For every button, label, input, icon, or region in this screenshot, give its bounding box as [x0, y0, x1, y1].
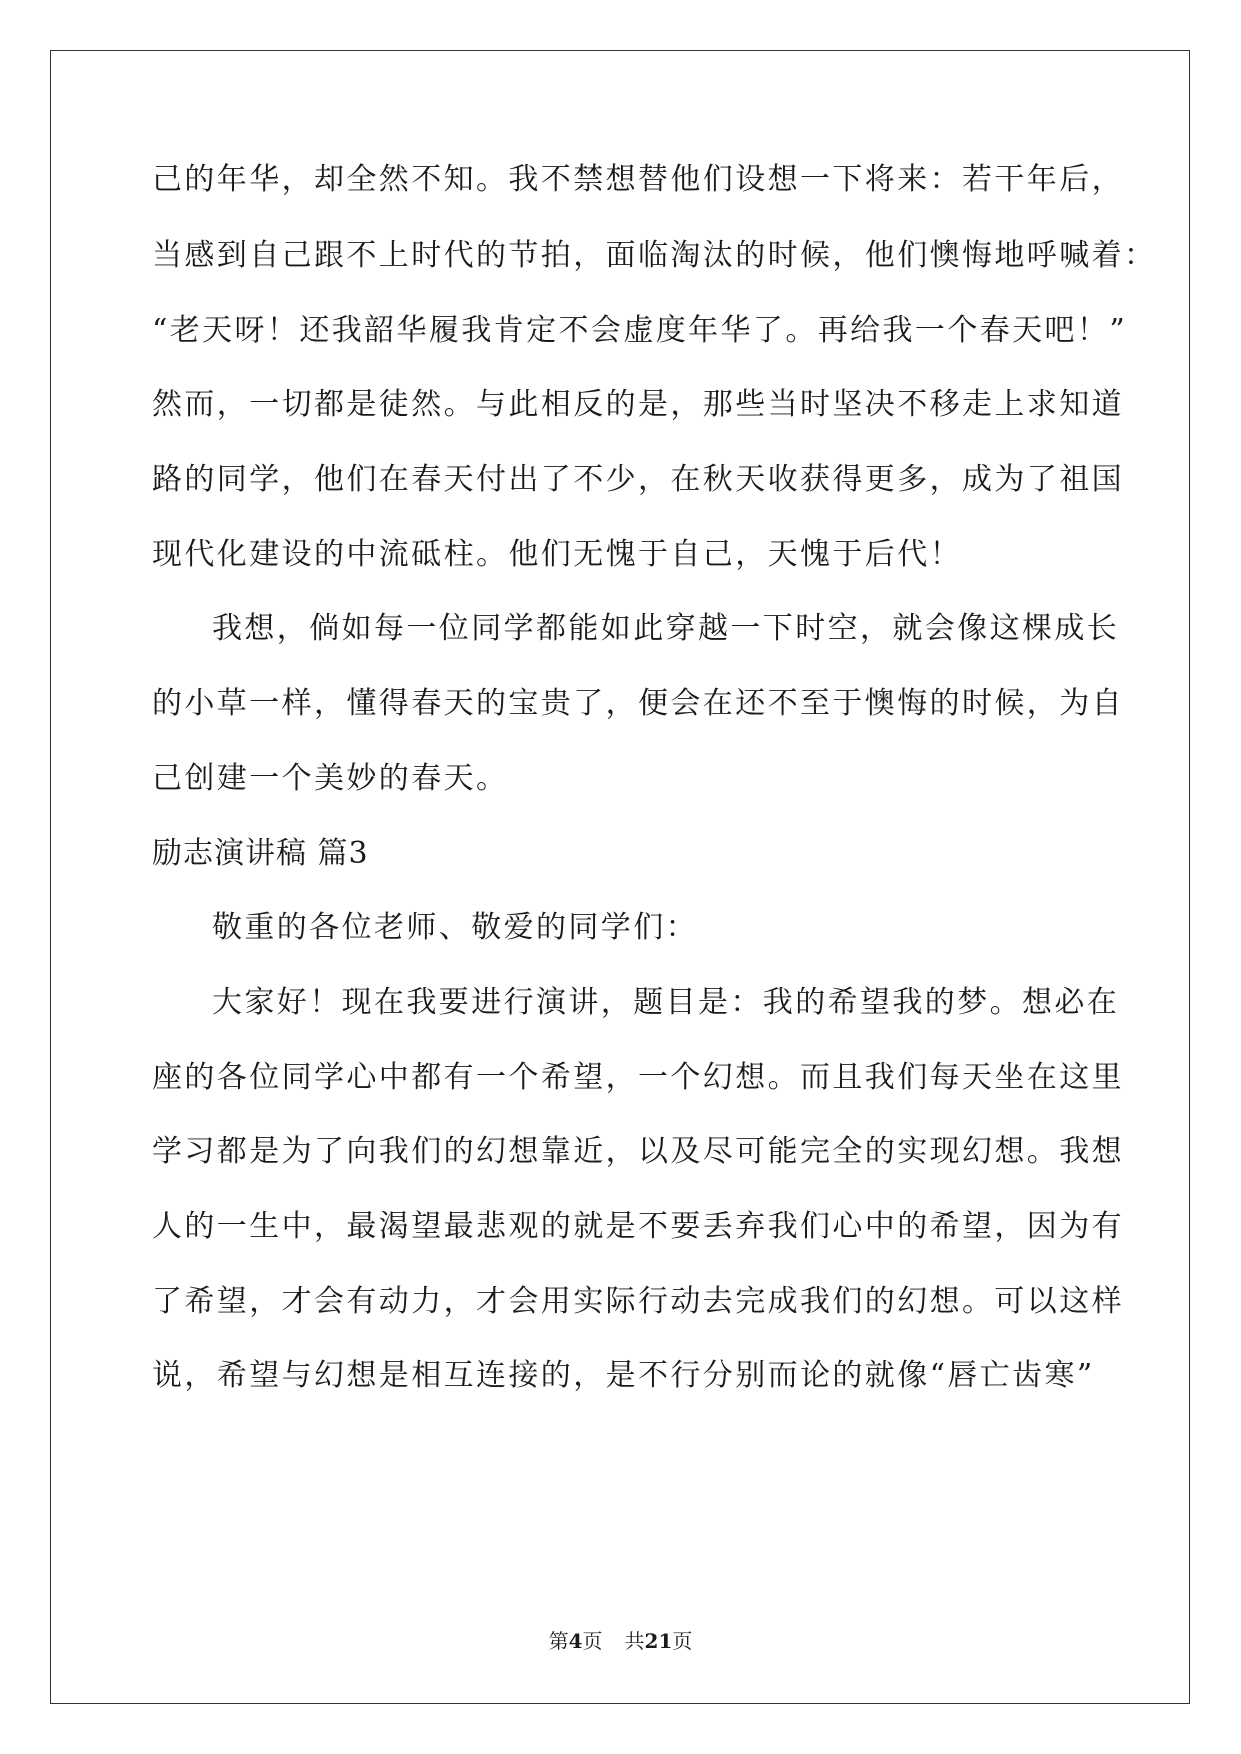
page-number: 4	[568, 1629, 583, 1653]
total-suffix: 页	[672, 1629, 693, 1653]
page-suffix: 页	[582, 1629, 603, 1653]
text-line: 然而，一切都是徒然。与此相反的是，那些当时坚决不移走上求知道	[152, 387, 1124, 422]
text-line: 当感到自己跟不上时代的节拍，面临淘汰的时候，他们懊悔地呼喊着：	[152, 238, 1157, 273]
salutation: 敬重的各位老师、敬爱的同学们：	[212, 910, 698, 945]
text-line: 路的同学，他们在春天付出了不少，在秋天收获得更多，成为了祖国	[152, 462, 1124, 497]
text-line: 现代化建设的中流砥柱。他们无愧于自己，天愧于后代！	[152, 537, 962, 572]
text-line: 大家好！现在我要进行演讲，题目是：我的希望我的梦。想必在	[212, 985, 1120, 1020]
text-line: 己的年华，却全然不知。我不禁想替他们设想一下将来：若干年后，	[152, 162, 1124, 197]
text-line: 学习都是为了向我们的幻想靠近，以及尽可能完全的实现幻想。我想	[152, 1134, 1124, 1169]
page-border	[50, 50, 1190, 1704]
text-line: 座的各位同学心中都有一个希望，一个幻想。而且我们每天坐在这里	[152, 1060, 1124, 1095]
text-line: 我想，倘如每一位同学都能如此穿越一下时空，就会像这棵成长	[212, 611, 1120, 646]
text-line: “老天呀！还我韶华履我肯定不会虚度年华了。再给我一个春天吧！”	[152, 313, 1128, 348]
total-pages: 21	[644, 1629, 673, 1653]
section-heading: 励志演讲稿 篇3	[152, 836, 369, 871]
page-footer	[0, 1628, 1241, 1654]
text-line: 的小草一样，懂得春天的宝贵了，便会在还不至于懊悔的时候，为自	[152, 686, 1124, 721]
text-line: 了希望，才会有动力，才会用实际行动去完成我们的幻想。可以这样	[152, 1284, 1124, 1319]
page-prefix: 第	[548, 1629, 569, 1653]
total-prefix: 共	[624, 1629, 645, 1653]
text-line: 说，希望与幻想是相互连接的，是不行分别而论的就像“唇亡齿寒”	[152, 1358, 1095, 1393]
text-line: 人的一生中，最渴望最悲观的就是不要丢弃我们心中的希望，因为有	[152, 1209, 1124, 1244]
text-line: 己创建一个美妙的春天。	[152, 761, 509, 796]
